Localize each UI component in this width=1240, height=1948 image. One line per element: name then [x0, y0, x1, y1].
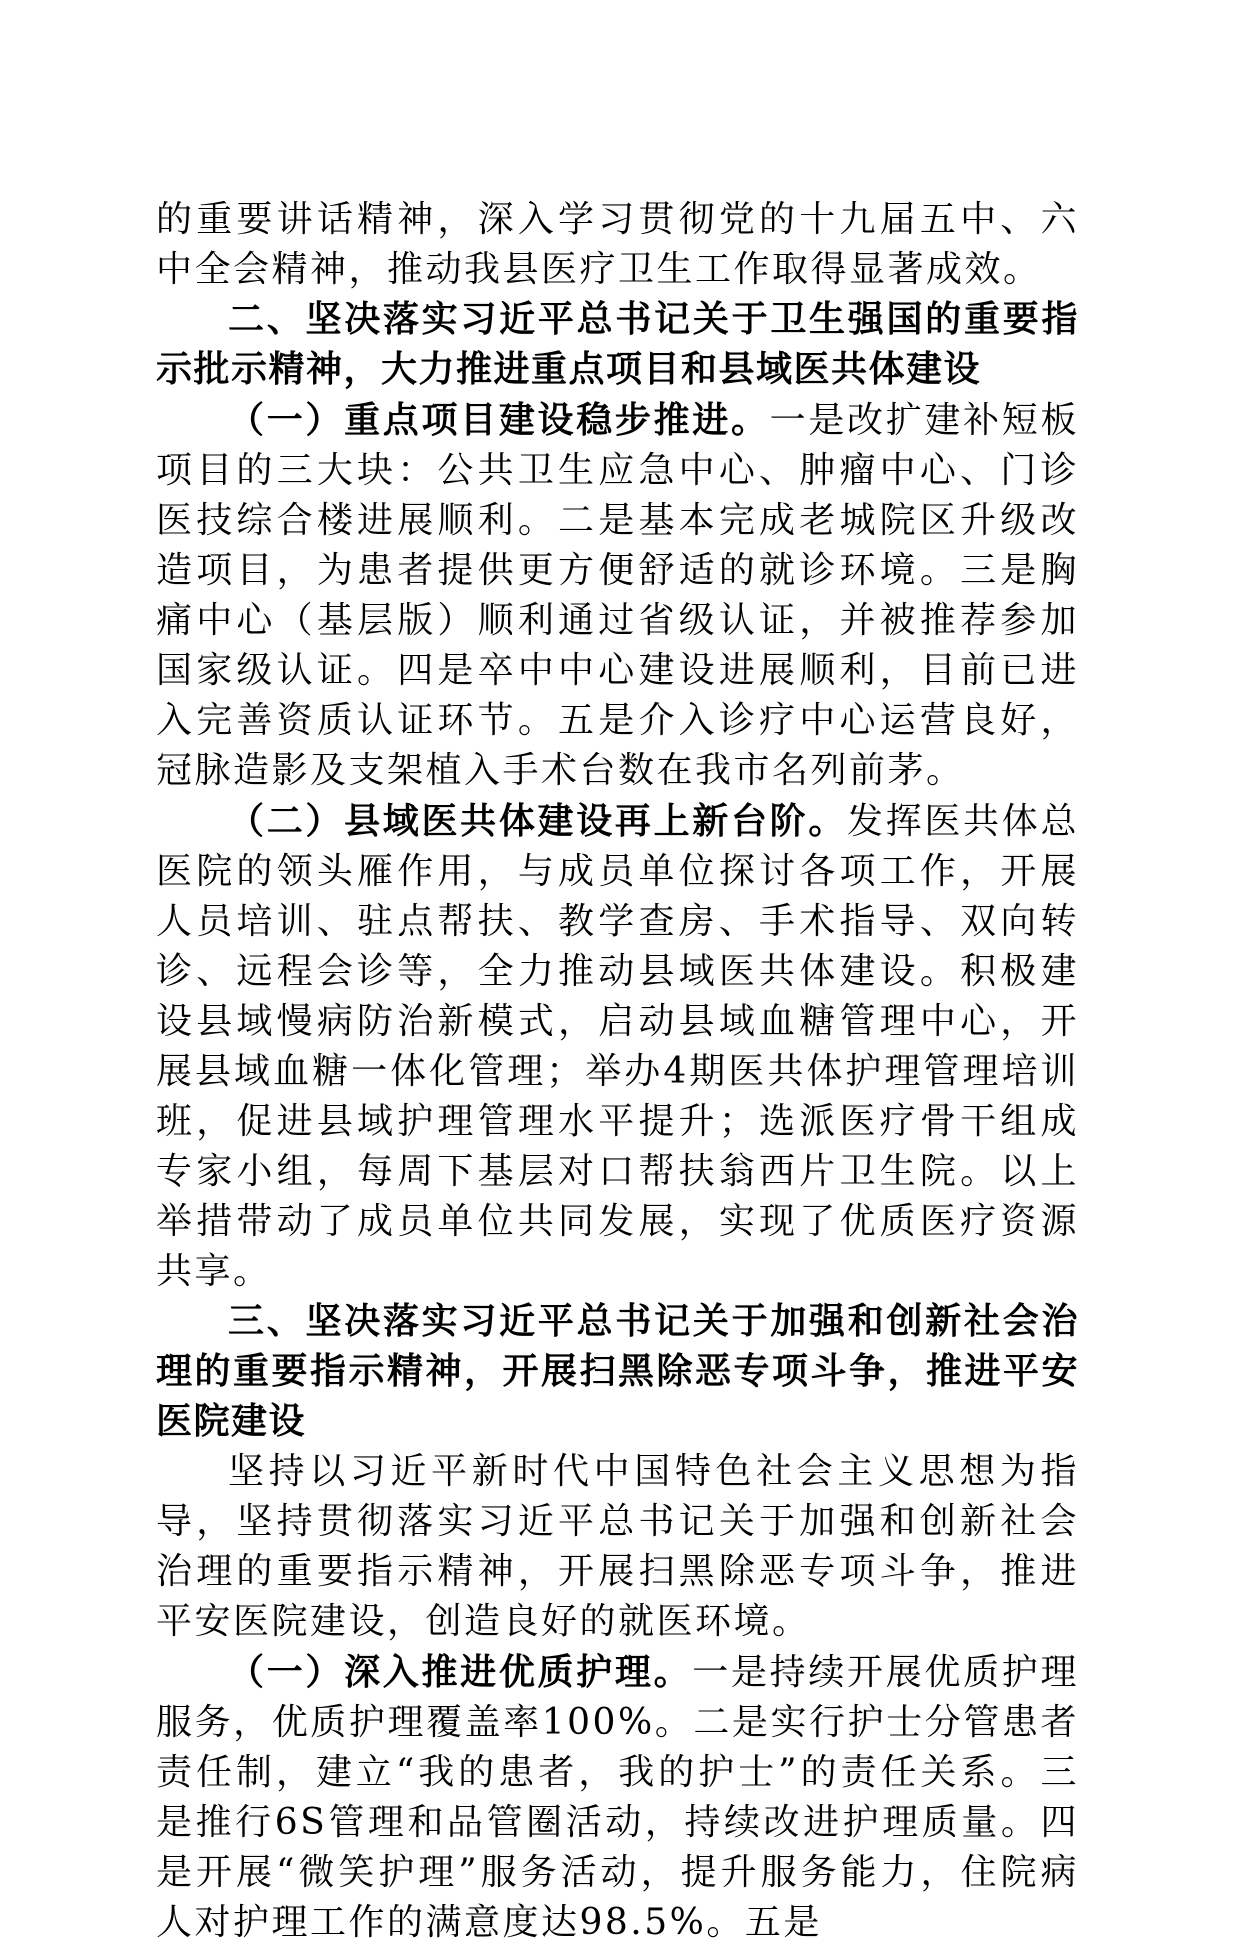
section-2-1-body: 一是改扩建补短板项目的三大块：公共卫生应急中心、肿瘤中心、门诊医技综合楼进展顺利。二是基本完成老城院区升级改造项目，为患者提供更方便舒适的就诊环境。三是胸痛中心（基层版）顺利通过省级认证，并被推荐参加国家级认证。四是卒中中心建设进展顺利，目前已进入完善资质认证环节。五是介入诊疗中心运营良好，冠脉造影及支架植入手术台数在我市名列前茅。: [156, 400, 1079, 791]
document-body: [156, 195, 1079, 1948]
section-2-2-body: 发挥医共体总医院的领头雁作用，与成员单位探讨各项工作，开展人员培训、驻点帮扶、教学查房、手术指导、双向转诊、远程会诊等，全力推动县域医共体建设。积极建设县域慢病防治新模式，启动县域血糖管理中心，开展县域血糖一体化管理；举办4期医共体护理管理培训班，促进县域护理管理水平提升；选派医疗骨干组成专家小组，每周下基层对口帮扶翁西片卫生院。以上举措带动了成员单位共同发展，实现了优质医疗资源共享。: [156, 801, 1079, 1292]
section-3-1-paragraph: [156, 1647, 1079, 1948]
section-3-1-title: （一）深入推进优质护理。: [228, 1651, 693, 1693]
section-2-heading: 二、坚决落实习近平总书记关于卫生强国的重要指示批示精神，大力推进重点项目和县域医共体建设: [156, 299, 1079, 390]
section-2-2-title: （二）县域医共体建设再上新台阶。: [228, 800, 848, 842]
section-2-1-paragraph: [156, 395, 1079, 796]
section-3-1-body: 一是持续开展优质护理服务，优质护理覆盖率100%。二是实行护士分管患者责任制，建立“我的患者，我的护士”的责任关系。三是推行6S管理和品管圈活动，持续改进护理质量。四是开展“微笑护理”服务活动，提升服务能力，住院病人对护理工作的满意度达98.5%。五是: [156, 1652, 1079, 1943]
intro-continuation: 的重要讲话精神，深入学习贯彻党的十九届五中、六中全会精神，推动我县医疗卫生工作取得显著成效。: [156, 199, 1079, 290]
section-3-heading: 三、坚决落实习近平总书记关于加强和创新社会治理的重要指示精神，开展扫黑除恶专项斗争，推进平安医院建设: [156, 1301, 1079, 1442]
section-3-intro: 坚持以习近平新时代中国特色社会主义思想为指导，坚持贯彻落实习近平总书记关于加强和创新社会治理的重要指示精神，开展扫黑除恶专项斗争，推进平安医院建设，创造良好的就医环境。: [156, 1451, 1079, 1642]
section-2-1-title: （一）重点项目建设稳步推进。: [228, 399, 770, 441]
section-2-2-paragraph: [156, 796, 1079, 1297]
